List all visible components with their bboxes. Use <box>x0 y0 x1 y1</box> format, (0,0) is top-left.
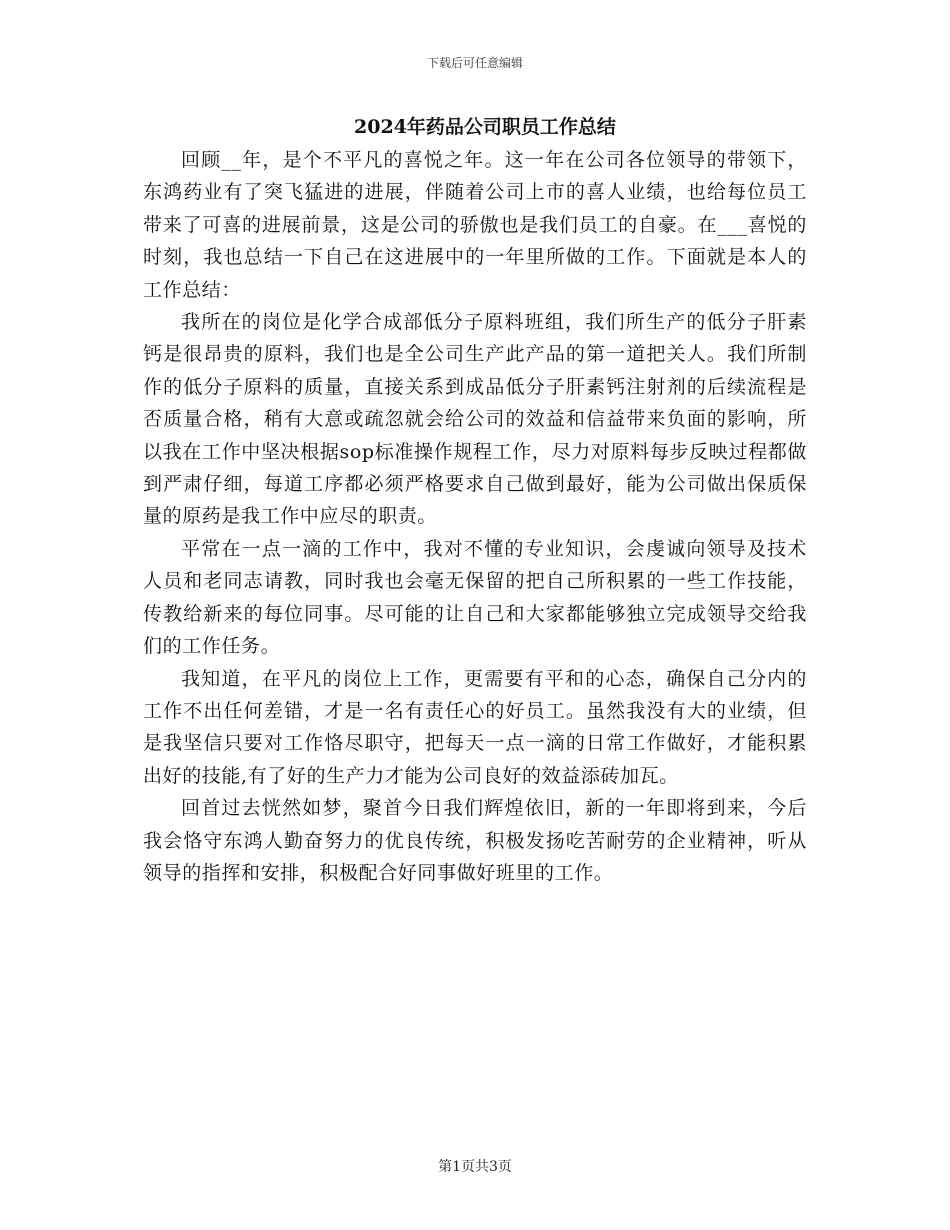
paragraph-5: 回首过去恍然如梦，聚首今日我们辉煌依旧，新的一年即将到来，今后我会恪守东鸿人勤奋努力的优良传统，积极发扬吃苦耐劳的企业精神，听从领导的指挥和安排，积极配合好同事做好班里的工作。 <box>143 797 807 884</box>
document-body <box>143 112 807 889</box>
paragraph-2: 我所在的岗位是化学合成部低分子原料班组，我们所生产的低分子肝素钙是很昂贵的原料，我们也是全公司生产此产品的第一道把关人。我们所制作的低分子原料的质量，直接关系到成品低分子肝素钙注射剂的后续流程是否质量合格，稍有大意或疏忽就会给公司的效益和信益带来负面的影响，所以我在工作中坚决根据sop标准操作规程工作，尽力对原料每步反映过程都做到严肃仔细，每道工序都必须严格要求自己做到最好，能为公司做出保质保量的原药是我工作中应尽的职责。 <box>143 311 807 528</box>
paragraph-3: 平常在一点一滴的工作中，我对不懂的专业知识，会虔诚向领导及技术人员和老同志请教，同时我也会毫无保留的把自己所积累的一些工作技能，传教给新来的每位同事。尽可能的让自己和大家都能够独立完成领导交给我们的工作任务。 <box>143 537 807 658</box>
paragraph-1: 回顾__年，是个不平凡的喜悦之年。这一年在公司各位领导的带领下，东鸿药业有了突飞猛进的进展，伴随着公司上市的喜人业绩，也给每位员工带来了可喜的进展前景，这是公司的骄傲也是我们员工的自豪。在___喜悦的时刻，我也总结一下自己在这进展中的一年里所做的工作。下面就是本人的工作总结： <box>143 149 807 301</box>
document-title: 2024年药品公司职员工作总结 <box>354 116 616 138</box>
page-header-note: 下载后可任意编辑 <box>426 56 523 70</box>
page-number-footer: 第1页共3页 <box>438 1159 512 1175</box>
paragraph-4: 我知道，在平凡的岗位上工作，更需要有平和的心态，确保自己分内的工作不出任何差错，才是一名有责任心的好员工。虽然我没有大的业绩，但是我坚信只要对工作恪尽职守，把每天一点一滴的日常工作做好，才能积累出好的技能,有了好的生产力才能为公司良好的效益添砖加瓦。 <box>143 667 807 787</box>
